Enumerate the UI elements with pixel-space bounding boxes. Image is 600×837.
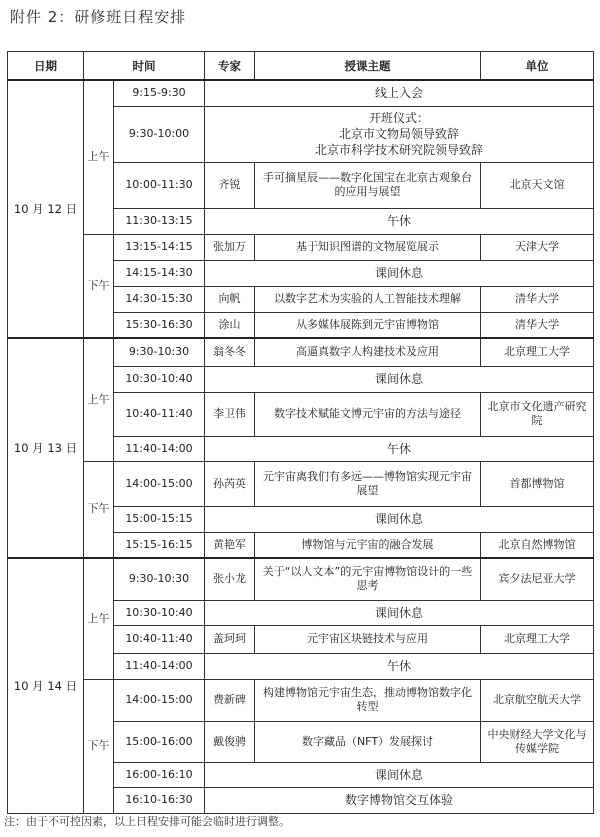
- expert-cell: 李卫伟: [205, 392, 255, 436]
- topic-cell: 手可摘星辰——数字化国宝在北京古观象台的应用与展望: [255, 162, 481, 208]
- period-cell-am: 上午: [84, 338, 114, 461]
- time-cell: 16:10-16:30: [114, 787, 205, 813]
- header-expert: 专家: [205, 52, 255, 81]
- topic-cell: 基于知识图谱的文物展览展示: [255, 234, 481, 260]
- unit-cell: 北京航空航天大学: [481, 679, 594, 721]
- opening-line: 开班仪式：: [368, 111, 429, 125]
- expert-cell: 翁冬冬: [205, 338, 255, 366]
- time-cell: 14:00-15:00: [114, 461, 205, 506]
- time-cell: 15:15-16:15: [114, 532, 205, 558]
- table-row: [8, 461, 594, 506]
- topic-cell: 高逼真数字人构建技术及应用: [255, 338, 481, 366]
- header-topic: 授课主题: [255, 52, 481, 81]
- date-cell: 10 月 14 日: [8, 558, 84, 813]
- period-cell-pm: 下午: [84, 679, 114, 813]
- table-row: [8, 558, 594, 600]
- topic-cell: 元宇宙区块链技术与应用: [255, 625, 481, 653]
- time-cell: 15:00-15:15: [114, 506, 205, 532]
- table-header-row: [8, 52, 594, 81]
- session-cell: 课间休息: [205, 366, 594, 392]
- session-cell: 课间休息: [205, 506, 594, 532]
- topic-cell: 数字技术赋能文博元宇宙的方法与途径: [255, 392, 481, 436]
- table-row: [8, 80, 594, 106]
- time-cell: 11:40-14:00: [114, 653, 205, 679]
- expert-cell: 戴俊骋: [205, 721, 255, 762]
- unit-cell: 天津大学: [481, 234, 594, 260]
- topic-cell: 构建博物馆元宇宙生态，推动博物馆数字化转型: [255, 679, 481, 721]
- topic-cell: 从多媒体展陈到元宇宙博物馆: [255, 312, 481, 338]
- header-time: 时间: [84, 52, 205, 81]
- header-unit: 单位: [481, 52, 594, 81]
- expert-cell: 张小龙: [205, 558, 255, 600]
- session-cell: 午休: [205, 653, 594, 679]
- time-cell: 9:30-10:30: [114, 338, 205, 366]
- unit-cell: 北京理工大学: [481, 625, 594, 653]
- time-cell: 10:30-10:40: [114, 600, 205, 625]
- date-cell: 10 月 12 日: [8, 80, 84, 338]
- time-cell: 11:40-14:00: [114, 436, 205, 461]
- topic-cell: 博物馆与元宇宙的融合发展: [255, 532, 481, 558]
- session-cell: 午休: [205, 208, 594, 234]
- expert-cell: 黄艳军: [205, 532, 255, 558]
- time-cell: 10:40-11:40: [114, 392, 205, 436]
- session-cell: 数字博物馆交互体验: [205, 787, 594, 813]
- unit-cell: 北京天文馆: [481, 162, 594, 208]
- unit-cell: 北京自然博物馆: [481, 532, 594, 558]
- session-cell: 课间休息: [205, 600, 594, 625]
- table-row: [8, 234, 594, 260]
- time-cell: 16:00-16:10: [114, 762, 205, 787]
- expert-cell: 向帆: [205, 286, 255, 312]
- table-row: [8, 679, 594, 721]
- opening-line: 北京市科学技术研究院领导致辞: [314, 143, 483, 157]
- topic-cell: 元宇宙离我们有多远——博物馆实现元宇宙展望: [255, 461, 481, 506]
- time-cell: 10:30-10:40: [114, 366, 205, 392]
- unit-cell: 北京理工大学: [481, 338, 594, 366]
- expert-cell: 齐锐: [205, 162, 255, 208]
- opening-ceremony-cell: [205, 106, 594, 162]
- period-cell-pm: 下午: [84, 234, 114, 338]
- expert-cell: 涂山: [205, 312, 255, 338]
- session-cell: 课间休息: [205, 260, 594, 286]
- unit-cell: 宾夕法尼亚大学: [481, 558, 594, 600]
- time-cell: 9:15-9:30: [114, 80, 205, 106]
- topic-cell: 数字藏品（NFT）发展探讨: [255, 721, 481, 762]
- expert-cell: 张加万: [205, 234, 255, 260]
- unit-cell: 清华大学: [481, 312, 594, 338]
- session-cell: 线上入会: [205, 80, 594, 106]
- unit-cell: 中央财经大学文化与传媒学院: [481, 721, 594, 762]
- expert-cell: 孙芮英: [205, 461, 255, 506]
- time-cell: 9:30-10:30: [114, 558, 205, 600]
- expert-cell: 费新碑: [205, 679, 255, 721]
- header-date: 日期: [8, 52, 84, 81]
- opening-line: 北京市文物局领导致辞: [338, 127, 459, 141]
- time-cell: 10:40-11:40: [114, 625, 205, 653]
- table-row: [8, 338, 594, 366]
- topic-cell: 以数字艺术为实验的人工智能技术理解: [255, 286, 481, 312]
- period-cell-am: 上午: [84, 558, 114, 679]
- period-cell-pm: 下午: [84, 461, 114, 558]
- expert-cell: 盖珂珂: [205, 625, 255, 653]
- time-cell: 14:00-15:00: [114, 679, 205, 721]
- time-cell: 14:15-14:30: [114, 260, 205, 286]
- time-cell: 13:15-14:15: [114, 234, 205, 260]
- footer-note: 注：由于不可控因素，以上日程安排可能会临时进行调整。: [4, 815, 290, 828]
- time-cell: 10:00-11:30: [114, 162, 205, 208]
- unit-cell: 北京市文化遗产研究院: [481, 392, 594, 436]
- schedule-table: [7, 51, 594, 814]
- topic-cell: 关于“以人文本”的元宇宙博物馆设计的一些思考: [255, 558, 481, 600]
- document-title: 附件 2：研修班日程安排: [10, 8, 187, 26]
- time-cell: 15:30-16:30: [114, 312, 205, 338]
- date-cell: 10 月 13 日: [8, 338, 84, 558]
- time-cell: 14:30-15:30: [114, 286, 205, 312]
- time-cell: 11:30-13:15: [114, 208, 205, 234]
- unit-cell: 清华大学: [481, 286, 594, 312]
- time-cell: 9:30-10:00: [114, 106, 205, 162]
- session-cell: 午休: [205, 436, 594, 461]
- time-cell: 15:00-16:00: [114, 721, 205, 762]
- unit-cell: 首都博物馆: [481, 461, 594, 506]
- session-cell: 课间休息: [205, 762, 594, 787]
- period-cell-am: 上午: [84, 80, 114, 234]
